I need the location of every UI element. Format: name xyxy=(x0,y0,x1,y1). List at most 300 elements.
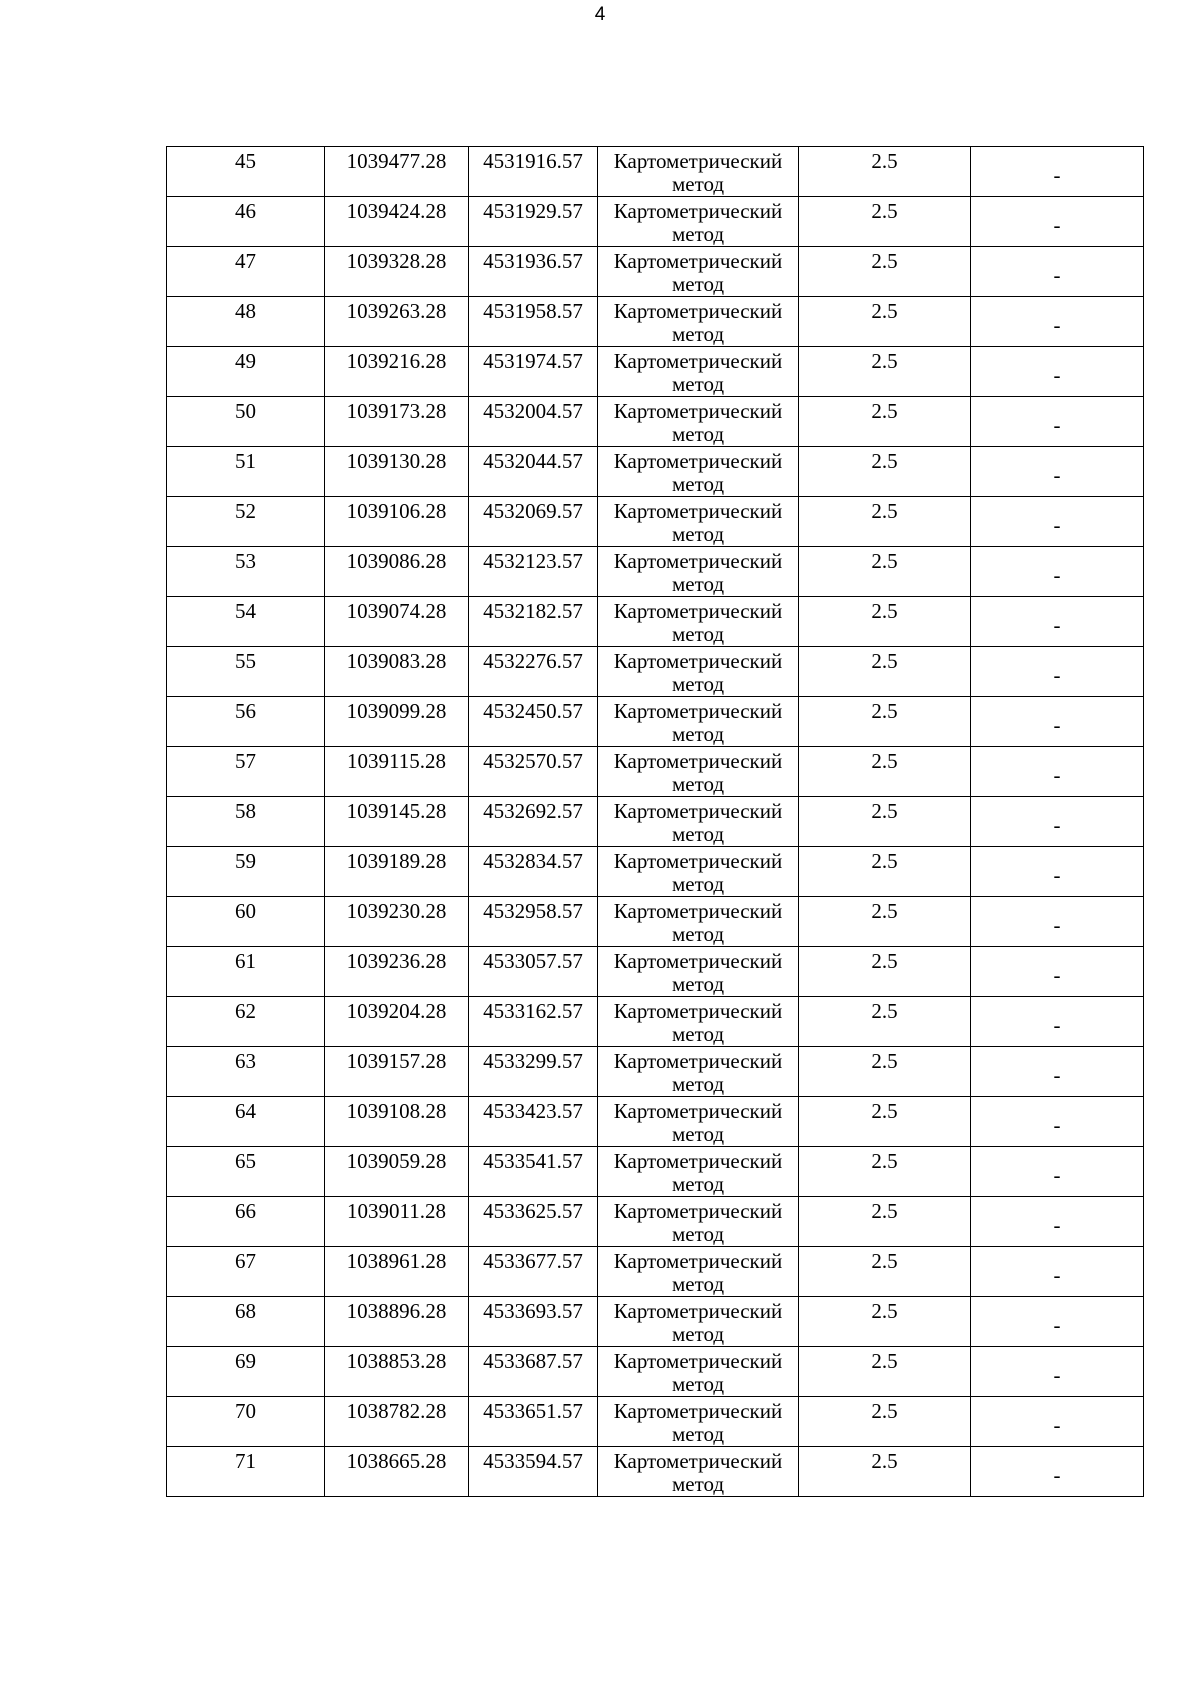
method-cell xyxy=(598,797,799,847)
method-text: Картометрический метод xyxy=(613,199,783,246)
accuracy-text: 2.5 xyxy=(871,1299,898,1323)
table-row xyxy=(167,347,1144,397)
y-coordinate-cell xyxy=(469,397,598,447)
point-number-text: 70 xyxy=(235,1399,256,1423)
method-text: Картометрический метод xyxy=(613,1299,783,1346)
y-coordinate-cell xyxy=(469,647,598,697)
x-coordinate-cell xyxy=(325,1297,469,1347)
point-number-cell xyxy=(167,997,325,1047)
method-text: Картометрический метод xyxy=(613,249,783,296)
method-cell xyxy=(598,297,799,347)
accuracy-text: 2.5 xyxy=(871,449,898,473)
accuracy-cell xyxy=(799,497,971,547)
table-row xyxy=(167,547,1144,597)
extra-cell xyxy=(971,397,1144,447)
y-coordinate-cell xyxy=(469,797,598,847)
table-row xyxy=(167,647,1144,697)
table-row xyxy=(167,1297,1144,1347)
extra-cell xyxy=(971,1147,1144,1197)
extra-text: - xyxy=(1053,863,1061,887)
y-coordinate-text: 4532834.57 xyxy=(483,849,583,873)
extra-cell xyxy=(971,597,1144,647)
y-coordinate-text: 4532276.57 xyxy=(483,649,583,673)
point-number-text: 60 xyxy=(235,899,256,923)
method-cell xyxy=(598,897,799,947)
table-row xyxy=(167,147,1144,197)
y-coordinate-cell xyxy=(469,1447,598,1497)
accuracy-text: 2.5 xyxy=(871,649,898,673)
table-body xyxy=(167,147,1144,1497)
point-number-text: 66 xyxy=(235,1199,256,1223)
point-number-text: 63 xyxy=(235,1049,256,1073)
accuracy-text: 2.5 xyxy=(871,1149,898,1173)
point-number-text: 64 xyxy=(235,1099,256,1123)
extra-cell xyxy=(971,447,1144,497)
accuracy-cell xyxy=(799,1297,971,1347)
point-number-text: 51 xyxy=(235,449,256,473)
x-coordinate-cell xyxy=(325,197,469,247)
y-coordinate-cell xyxy=(469,1147,598,1197)
method-text: Картометрический метод xyxy=(613,1349,783,1396)
accuracy-text: 2.5 xyxy=(871,799,898,823)
y-coordinate-cell xyxy=(469,1097,598,1147)
y-coordinate-cell xyxy=(469,597,598,647)
y-coordinate-text: 4532570.57 xyxy=(483,749,583,773)
method-cell xyxy=(598,947,799,997)
y-coordinate-text: 4533594.57 xyxy=(483,1449,583,1473)
method-cell xyxy=(598,997,799,1047)
table-row xyxy=(167,247,1144,297)
accuracy-cell xyxy=(799,297,971,347)
y-coordinate-text: 4532958.57 xyxy=(483,899,583,923)
point-number-cell xyxy=(167,1097,325,1147)
x-coordinate-cell xyxy=(325,297,469,347)
point-number-cell xyxy=(167,1247,325,1297)
point-number-text: 48 xyxy=(235,299,256,323)
x-coordinate-text: 1039189.28 xyxy=(346,849,447,873)
x-coordinate-text: 1039477.28 xyxy=(346,149,447,173)
accuracy-cell xyxy=(799,697,971,747)
y-coordinate-text: 4532692.57 xyxy=(483,799,583,823)
x-coordinate-cell xyxy=(325,697,469,747)
point-number-text: 71 xyxy=(235,1449,256,1473)
x-coordinate-text: 1039059.28 xyxy=(346,1149,447,1173)
x-coordinate-text: 1039099.28 xyxy=(346,699,447,723)
y-coordinate-text: 4532069.57 xyxy=(483,499,583,523)
extra-cell xyxy=(971,897,1144,947)
extra-cell xyxy=(971,547,1144,597)
point-number-cell xyxy=(167,747,325,797)
y-coordinate-text: 4532450.57 xyxy=(483,699,583,723)
point-number-cell xyxy=(167,1347,325,1397)
y-coordinate-text: 4533625.57 xyxy=(483,1199,583,1223)
x-coordinate-cell xyxy=(325,147,469,197)
accuracy-text: 2.5 xyxy=(871,1249,898,1273)
extra-text: - xyxy=(1053,1163,1061,1187)
y-coordinate-cell xyxy=(469,947,598,997)
accuracy-cell xyxy=(799,247,971,297)
method-text: Картометрический метод xyxy=(613,1149,783,1196)
extra-cell xyxy=(971,147,1144,197)
accuracy-cell xyxy=(799,1097,971,1147)
point-number-text: 67 xyxy=(235,1249,256,1273)
accuracy-text: 2.5 xyxy=(871,499,898,523)
y-coordinate-text: 4533299.57 xyxy=(483,1049,583,1073)
y-coordinate-cell xyxy=(469,147,598,197)
table-row xyxy=(167,1047,1144,1097)
y-coordinate-text: 4533693.57 xyxy=(483,1299,583,1323)
x-coordinate-text: 1038853.28 xyxy=(346,1349,447,1373)
point-number-cell xyxy=(167,1297,325,1347)
point-number-text: 69 xyxy=(235,1349,256,1373)
y-coordinate-cell xyxy=(469,997,598,1047)
y-coordinate-cell xyxy=(469,1397,598,1447)
extra-cell xyxy=(971,797,1144,847)
y-coordinate-text: 4533651.57 xyxy=(483,1399,583,1423)
point-number-text: 46 xyxy=(235,199,256,223)
x-coordinate-cell xyxy=(325,1397,469,1447)
point-number-cell xyxy=(167,947,325,997)
table-row xyxy=(167,697,1144,747)
point-number-cell xyxy=(167,197,325,247)
accuracy-cell xyxy=(799,547,971,597)
method-text: Картометрический метод xyxy=(613,149,783,196)
x-coordinate-cell xyxy=(325,1347,469,1397)
point-number-cell xyxy=(167,797,325,847)
method-text: Картометрический метод xyxy=(613,949,783,996)
method-text: Картометрический метод xyxy=(613,799,783,846)
accuracy-cell xyxy=(799,747,971,797)
y-coordinate-cell xyxy=(469,897,598,947)
x-coordinate-cell xyxy=(325,447,469,497)
extra-text: - xyxy=(1053,1213,1061,1237)
method-text: Картометрический метод xyxy=(613,599,783,646)
method-cell xyxy=(598,1047,799,1097)
accuracy-cell xyxy=(799,1247,971,1297)
extra-text: - xyxy=(1053,213,1061,237)
y-coordinate-text: 4533423.57 xyxy=(483,1099,583,1123)
method-cell xyxy=(598,647,799,697)
point-number-text: 53 xyxy=(235,549,256,573)
method-text: Картометрический метод xyxy=(613,499,783,546)
y-coordinate-cell xyxy=(469,847,598,897)
point-number-text: 62 xyxy=(235,999,256,1023)
y-coordinate-cell xyxy=(469,497,598,547)
table-row xyxy=(167,1347,1144,1397)
table-row xyxy=(167,897,1144,947)
x-coordinate-cell xyxy=(325,597,469,647)
x-coordinate-cell xyxy=(325,1047,469,1097)
table-row xyxy=(167,1247,1144,1297)
y-coordinate-text: 4532182.57 xyxy=(483,599,583,623)
x-coordinate-text: 1039328.28 xyxy=(346,249,447,273)
method-cell xyxy=(598,847,799,897)
accuracy-cell xyxy=(799,847,971,897)
x-coordinate-cell xyxy=(325,1097,469,1147)
y-coordinate-cell xyxy=(469,1197,598,1247)
accuracy-cell xyxy=(799,1397,971,1447)
extra-text: - xyxy=(1053,363,1061,387)
x-coordinate-cell xyxy=(325,1197,469,1247)
point-number-cell xyxy=(167,897,325,947)
point-number-cell xyxy=(167,247,325,297)
method-cell xyxy=(598,147,799,197)
table-row xyxy=(167,947,1144,997)
table-row xyxy=(167,197,1144,247)
point-number-text: 59 xyxy=(235,849,256,873)
extra-text: - xyxy=(1053,1463,1061,1487)
y-coordinate-text: 4531974.57 xyxy=(483,349,583,373)
point-number-text: 55 xyxy=(235,649,256,673)
table-row xyxy=(167,447,1144,497)
x-coordinate-text: 1039083.28 xyxy=(346,649,447,673)
point-number-cell xyxy=(167,447,325,497)
x-coordinate-cell xyxy=(325,847,469,897)
x-coordinate-text: 1039230.28 xyxy=(346,899,447,923)
accuracy-cell xyxy=(799,397,971,447)
extra-cell xyxy=(971,297,1144,347)
accuracy-cell xyxy=(799,997,971,1047)
x-coordinate-cell xyxy=(325,947,469,997)
x-coordinate-cell xyxy=(325,347,469,397)
extra-text: - xyxy=(1053,463,1061,487)
method-cell xyxy=(598,697,799,747)
table-row xyxy=(167,1097,1144,1147)
accuracy-text: 2.5 xyxy=(871,349,898,373)
extra-cell xyxy=(971,247,1144,297)
extra-text: - xyxy=(1053,813,1061,837)
extra-text: - xyxy=(1053,163,1061,187)
method-cell xyxy=(598,747,799,797)
y-coordinate-cell xyxy=(469,1297,598,1347)
x-coordinate-cell xyxy=(325,797,469,847)
coordinates-table xyxy=(166,146,1144,1497)
x-coordinate-text: 1039157.28 xyxy=(346,1049,447,1073)
y-coordinate-text: 4531936.57 xyxy=(483,249,583,273)
point-number-cell xyxy=(167,1047,325,1097)
extra-cell xyxy=(971,947,1144,997)
accuracy-text: 2.5 xyxy=(871,949,898,973)
extra-text: - xyxy=(1053,763,1061,787)
table-row xyxy=(167,1397,1144,1447)
accuracy-text: 2.5 xyxy=(871,149,898,173)
point-number-text: 52 xyxy=(235,499,256,523)
method-text: Картометрический метод xyxy=(613,1099,783,1146)
point-number-text: 47 xyxy=(235,249,256,273)
point-number-cell xyxy=(167,547,325,597)
extra-cell xyxy=(971,697,1144,747)
y-coordinate-text: 4531958.57 xyxy=(483,299,583,323)
y-coordinate-text: 4533057.57 xyxy=(483,949,583,973)
method-text: Картометрический метод xyxy=(613,649,783,696)
accuracy-text: 2.5 xyxy=(871,1049,898,1073)
extra-cell xyxy=(971,847,1144,897)
accuracy-cell xyxy=(799,1147,971,1197)
point-number-text: 45 xyxy=(235,149,256,173)
method-text: Картометрический метод xyxy=(613,1449,783,1496)
point-number-cell xyxy=(167,647,325,697)
y-coordinate-text: 4532004.57 xyxy=(483,399,583,423)
accuracy-text: 2.5 xyxy=(871,849,898,873)
point-number-text: 49 xyxy=(235,349,256,373)
method-cell xyxy=(598,1097,799,1147)
method-cell xyxy=(598,1297,799,1347)
accuracy-text: 2.5 xyxy=(871,549,898,573)
method-text: Картометрический метод xyxy=(613,999,783,1046)
accuracy-cell xyxy=(799,447,971,497)
x-coordinate-text: 1039173.28 xyxy=(346,399,447,423)
extra-cell xyxy=(971,1397,1144,1447)
x-coordinate-text: 1038961.28 xyxy=(346,1249,447,1273)
extra-text: - xyxy=(1053,263,1061,287)
x-coordinate-text: 1039236.28 xyxy=(346,949,447,973)
point-number-text: 50 xyxy=(235,399,256,423)
y-coordinate-cell xyxy=(469,197,598,247)
accuracy-cell xyxy=(799,947,971,997)
y-coordinate-text: 4531929.57 xyxy=(483,199,583,223)
x-coordinate-cell xyxy=(325,1247,469,1297)
point-number-text: 56 xyxy=(235,699,256,723)
point-number-cell xyxy=(167,847,325,897)
table-row xyxy=(167,1147,1144,1197)
accuracy-text: 2.5 xyxy=(871,1349,898,1373)
x-coordinate-cell xyxy=(325,997,469,1047)
extra-text: - xyxy=(1053,1013,1061,1037)
accuracy-cell xyxy=(799,1447,971,1497)
accuracy-text: 2.5 xyxy=(871,1099,898,1123)
table-row xyxy=(167,1197,1144,1247)
x-coordinate-text: 1039130.28 xyxy=(346,449,447,473)
extra-cell xyxy=(971,647,1144,697)
accuracy-cell xyxy=(799,897,971,947)
x-coordinate-cell xyxy=(325,747,469,797)
extra-text: - xyxy=(1053,913,1061,937)
point-number-cell xyxy=(167,1397,325,1447)
table-row xyxy=(167,1447,1144,1497)
y-coordinate-text: 4532123.57 xyxy=(483,549,583,573)
point-number-cell xyxy=(167,147,325,197)
accuracy-text: 2.5 xyxy=(871,299,898,323)
y-coordinate-text: 4533162.57 xyxy=(483,999,583,1023)
x-coordinate-text: 1039011.28 xyxy=(347,1199,446,1223)
accuracy-text: 2.5 xyxy=(871,1199,898,1223)
method-text: Картометрический метод xyxy=(613,349,783,396)
accuracy-cell xyxy=(799,797,971,847)
table-row xyxy=(167,847,1144,897)
x-coordinate-text: 1039115.28 xyxy=(347,749,446,773)
table-row xyxy=(167,497,1144,547)
accuracy-cell xyxy=(799,1197,971,1247)
x-coordinate-cell xyxy=(325,647,469,697)
method-cell xyxy=(598,547,799,597)
point-number-text: 57 xyxy=(235,749,256,773)
accuracy-text: 2.5 xyxy=(871,249,898,273)
y-coordinate-text: 4531916.57 xyxy=(483,149,583,173)
extra-cell xyxy=(971,1447,1144,1497)
accuracy-text: 2.5 xyxy=(871,999,898,1023)
table-row xyxy=(167,397,1144,447)
accuracy-text: 2.5 xyxy=(871,1399,898,1423)
table-row xyxy=(167,297,1144,347)
x-coordinate-text: 1039108.28 xyxy=(346,1099,447,1123)
extra-cell xyxy=(971,1047,1144,1097)
point-number-cell xyxy=(167,347,325,397)
method-text: Картометрический метод xyxy=(613,299,783,346)
table-row xyxy=(167,747,1144,797)
method-cell xyxy=(598,397,799,447)
extra-cell xyxy=(971,347,1144,397)
method-text: Картометрический метод xyxy=(613,449,783,496)
method-text: Картометрический метод xyxy=(613,699,783,746)
point-number-text: 54 xyxy=(235,599,256,623)
extra-cell xyxy=(971,747,1144,797)
accuracy-text: 2.5 xyxy=(871,749,898,773)
method-cell xyxy=(598,1347,799,1397)
x-coordinate-cell xyxy=(325,547,469,597)
extra-text: - xyxy=(1053,963,1061,987)
method-cell xyxy=(598,1147,799,1197)
method-cell xyxy=(598,1397,799,1447)
x-coordinate-cell xyxy=(325,497,469,547)
accuracy-text: 2.5 xyxy=(871,199,898,223)
accuracy-text: 2.5 xyxy=(871,399,898,423)
extra-cell xyxy=(971,1097,1144,1147)
extra-text: - xyxy=(1053,1413,1061,1437)
point-number-cell xyxy=(167,1447,325,1497)
method-text: Картометрический метод xyxy=(613,1199,783,1246)
page-number: 4 xyxy=(594,4,606,25)
point-number-cell xyxy=(167,697,325,747)
extra-text: - xyxy=(1053,1363,1061,1387)
accuracy-text: 2.5 xyxy=(871,699,898,723)
table-row xyxy=(167,597,1144,647)
x-coordinate-text: 1039263.28 xyxy=(346,299,447,323)
accuracy-text: 2.5 xyxy=(871,599,898,623)
x-coordinate-text: 1038665.28 xyxy=(346,1449,447,1473)
extra-text: - xyxy=(1053,313,1061,337)
x-coordinate-text: 1039216.28 xyxy=(346,349,447,373)
method-cell xyxy=(598,197,799,247)
table-row xyxy=(167,997,1144,1047)
point-number-cell xyxy=(167,1197,325,1247)
point-number-cell xyxy=(167,1147,325,1197)
y-coordinate-text: 4532044.57 xyxy=(483,449,583,473)
y-coordinate-cell xyxy=(469,297,598,347)
method-text: Картометрический метод xyxy=(613,1249,783,1296)
accuracy-text: 2.5 xyxy=(871,899,898,923)
extra-cell xyxy=(971,1197,1144,1247)
y-coordinate-cell xyxy=(469,447,598,497)
extra-text: - xyxy=(1053,1113,1061,1137)
point-number-text: 65 xyxy=(235,1149,256,1173)
accuracy-cell xyxy=(799,347,971,397)
extra-text: - xyxy=(1053,613,1061,637)
method-text: Картометрический метод xyxy=(613,849,783,896)
y-coordinate-cell xyxy=(469,547,598,597)
accuracy-text: 2.5 xyxy=(871,1449,898,1473)
method-text: Картометрический метод xyxy=(613,1049,783,1096)
point-number-cell xyxy=(167,597,325,647)
accuracy-cell xyxy=(799,197,971,247)
x-coordinate-text: 1039086.28 xyxy=(346,549,447,573)
y-coordinate-text: 4533677.57 xyxy=(483,1249,583,1273)
x-coordinate-text: 1039204.28 xyxy=(346,999,447,1023)
method-cell xyxy=(598,1197,799,1247)
extra-cell xyxy=(971,197,1144,247)
x-coordinate-text: 1039106.28 xyxy=(346,499,447,523)
accuracy-cell xyxy=(799,147,971,197)
point-number-text: 68 xyxy=(235,1299,256,1323)
